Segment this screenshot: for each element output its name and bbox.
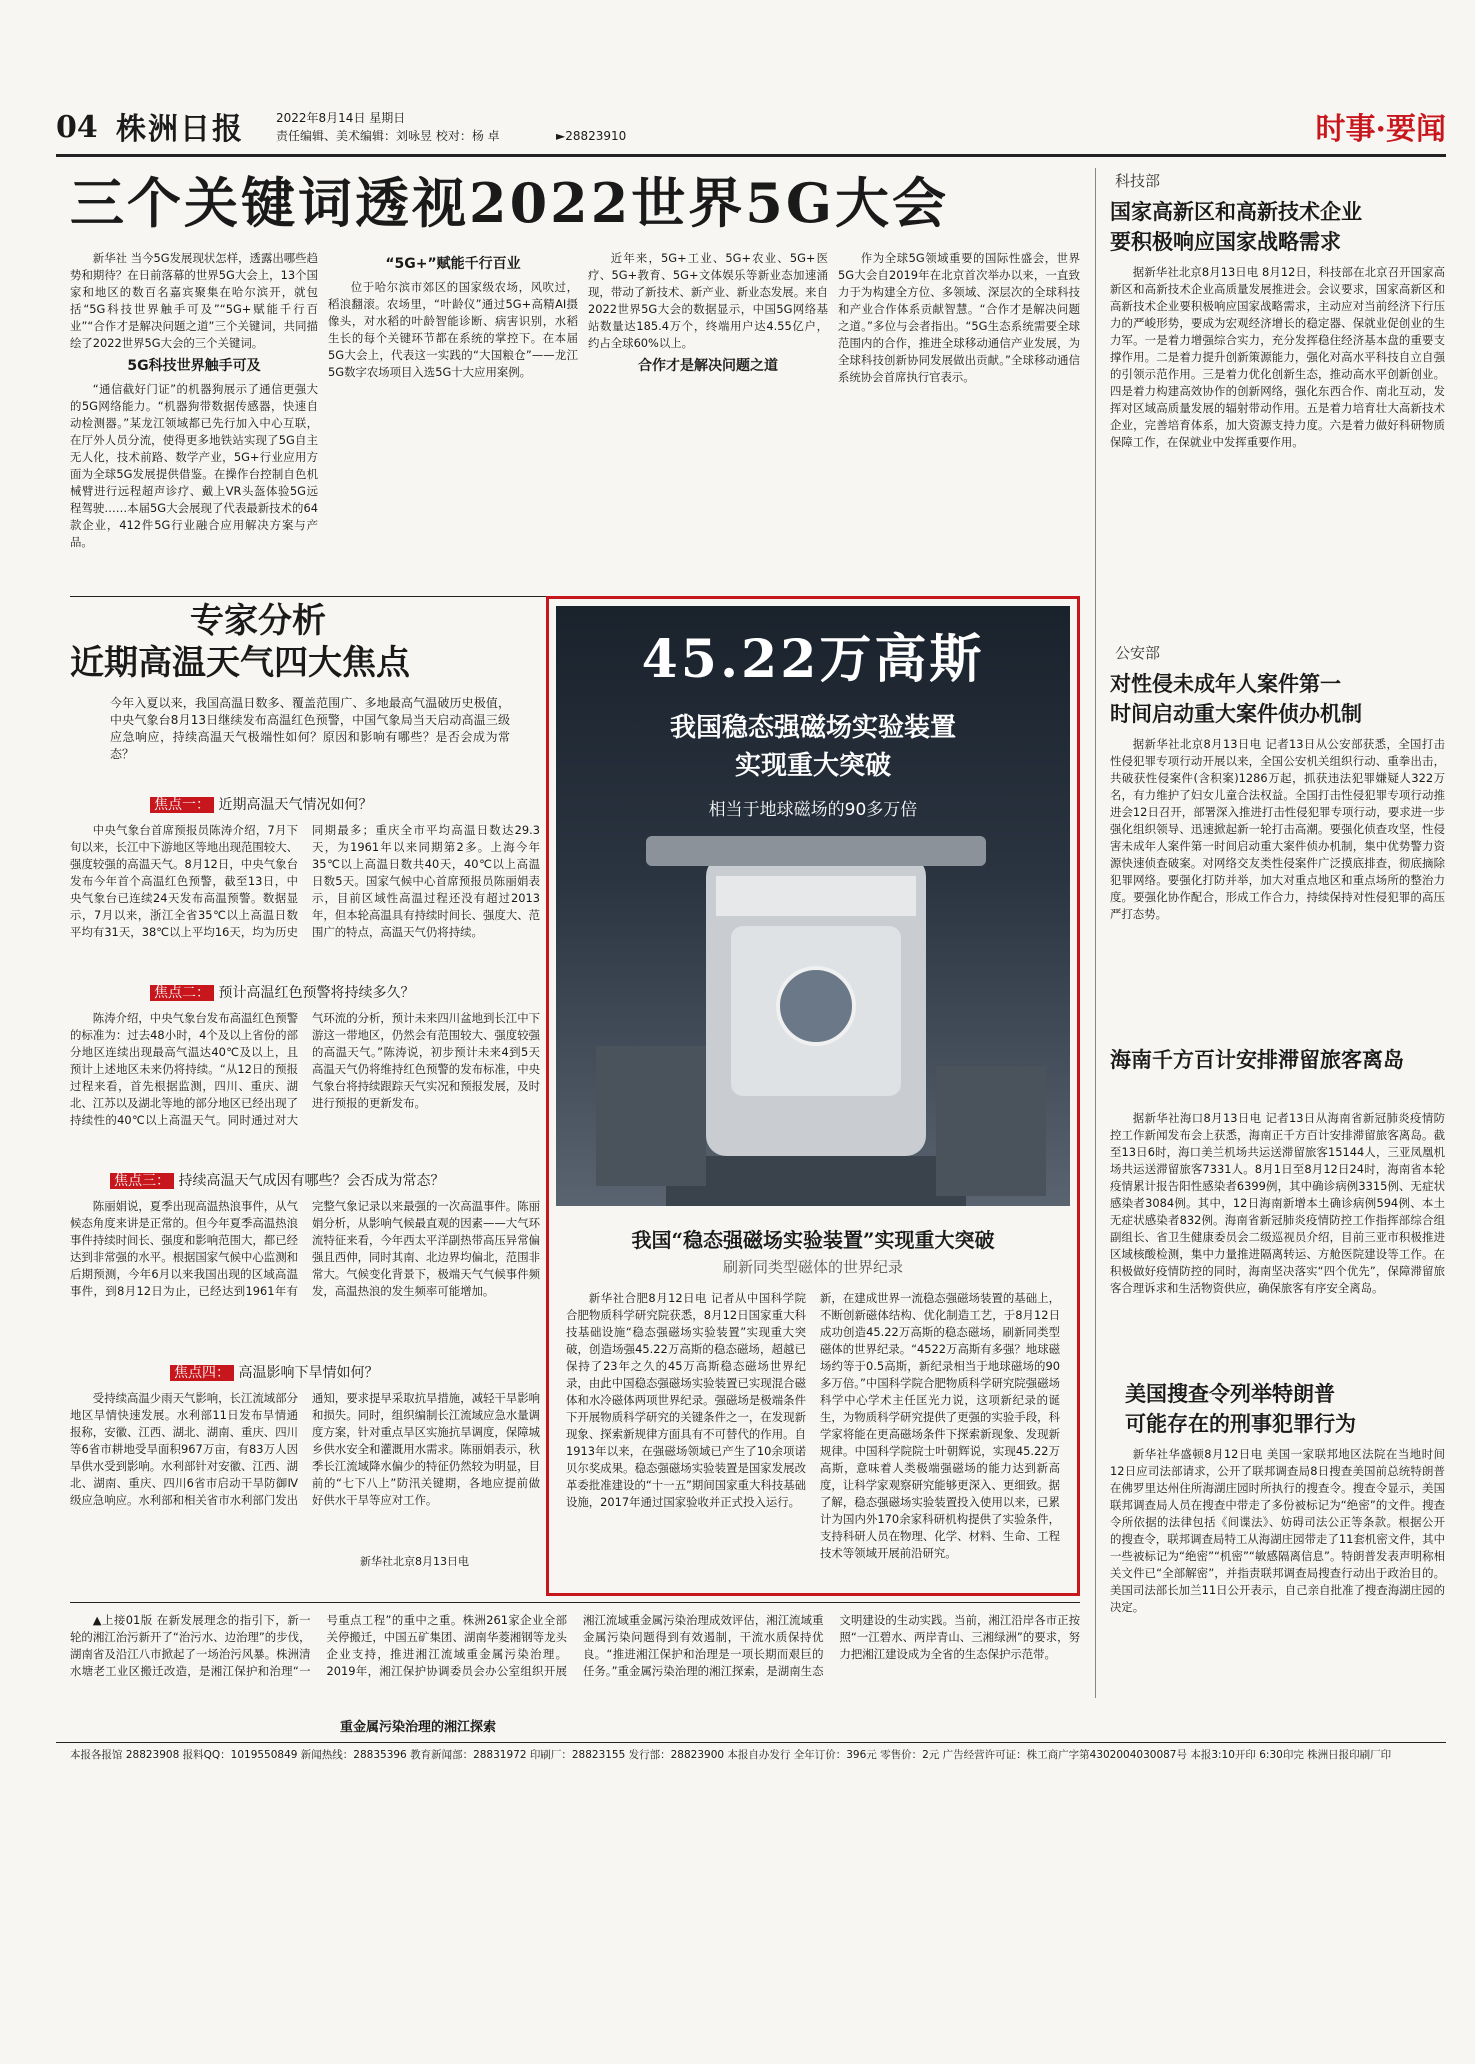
focus-1 (150, 794, 372, 814)
right-s4-body: 新华社华盛顿8月12日电 美国一家联邦地区法院在当地时间12日应司法部请求，公开了联邦调查局8日搜查美国前总统特朗普在佛罗里达州住所海湖庄园时所执行的搜查令。搜查令显示，美国联邦调查局人员在搜查中带走了多份被标记为“绝密”的文件。搜查令所依据的法律包括《间谍法》、妨碍司法公正等条款。根据公开的搜查令，联邦调查局特工从海湖庄园带走了11套机密文件，其中一些被标记为“绝密”“机密”“敏感隔离信息”。特朗普发表声明称相关文件已“全部解密”，并指责联邦调查局搜查行动出于政治目的。美国司法部长加兰11日公开表示，自己亲自批准了搜查海湖庄园的决定。 (1110, 1447, 1445, 1614)
footer-rule (56, 1742, 1446, 1743)
footer-imprint: 本报各报馆 28823908 报料QQ：1019550849 新闻热线：28835396 教育新闻部：28831972 印刷厂：28823155 发行部：28823900 本报自办发行 全年订价：396元 零售价：2元 广告经营许可证：株工商广字第4302004030087号 本报3:10开印 6:30印完 株洲日报印刷厂印 (70, 1749, 1392, 1761)
right-column-divider (1095, 168, 1096, 1698)
right-s2-title-2: 时间启动重大案件侦办机制 (1110, 701, 1362, 726)
bottom-body-text: ▲上接01版 在新发展理念的指引下，新一轮的湘江治污新开了“治污水、边治理”的步伐，湖南省及沿江八市掀起了一场治污风暴。株洲清水塘老工业区搬迁改造，是湘江保护和治理“一号重点工程”的重中之重。株洲261家企业全部关停搬迁，中国五矿集团、湖南华菱湘钢等龙头企业支持，推进湘江流域重金属污染治理。2019年，湘江保护协调委员会办公室组织开展湘江流域重金属污染治理成效评估，湘江流域重金属污染问题得到有效遏制，干流水质保持优良。“推进湘江保护和治理是一项长期而艰巨的任务。”重金属污染治理的湘江探索，是湖南生态文明建设的生动实践。当前，湘江沿岸各市正按照“一江碧水、两岸青山、三湘绿洲”的要求，努力把湘江建设成为全省的生态保护示范带。 (70, 1613, 1080, 1678)
focus-4-question: 高温影响下旱情如何？ (238, 1365, 379, 1381)
feature-sub-1: 我国稳态强磁场实验装置 (669, 713, 956, 743)
right-s2-title-1: 对性侵未成年人案件第一 (1110, 671, 1341, 696)
heat-a3-text: 陈丽娟说，夏季出现高温热浪事件，从气候态角度来讲是正常的。但今年夏季高温热浪事件持续时间长、强度和影响范围大，都已经达到非常强的水平。根据国家气候中心监测和后期预测，今年6月以来我国出现的区域高温事件，到8月12日为止，已经达到1961年有完整气象记录以来最强的一次高温事件。陈丽娟分析，从影响气候最直观的因素——大气环流特征来看，今年西太平洋副热带高压异常偏强且西伸，同时其南、北边界均偏北，范围非常大。气候变化背景下，极端天气气候事件频发，高温热浪的发生频率可能增加。 (70, 1199, 540, 1298)
right-s1-body: 据新华社北京8月13日电 8月12日，科技部在北京召开国家高新区和高新技术企业高质量发展推进会。会议要求，国家高新区和高新技术企业要积极响应国家战略需求，主动应对当前经济下行压力的严峻形势，要成为宏观经济增长的稳定器、保就业促创业的生力军。一是着力增强综合实力，充分发挥稳住经济基本盘的重要支撑作用。二是着力提升创新策源能力，强化对高水平科技自立自强的引领示范作用。三是着力优化创新生态，推动高水平创新创业。四是着力构建高效协作的创新网络，强化东西合作、南北互动，发挥对区域高质量发展的辐射带动作用。五是着力培育壮大高新技术企业，完善培育体系，加大资源支持力度。六是着力做好科研物质保障工作，在保就业中发挥重要作用。 (1110, 265, 1445, 449)
heat-a1 (70, 822, 540, 972)
right-s3-body: 据新华社海口8月13日电 记者13日从海南省新冠肺炎疫情防控工作新闻发布会上获悉，海南正千方百计安排滞留旅客离岛。截至13日6时，海口美兰机场共运送滞留旅客15144人，三亚凤凰机场共运送滞留旅客7331人。8月1日至8月12日24时，海南省本轮疫情累计报告阳性感染者6399例，其中确诊病例3315例、无症状感染者3084例。其中，12日海南新增本土确诊病例594例、本土无症状感染者832例。海南省新冠肺炎疫情防控工作指挥部综合组副组长、省卫生健康委员会二级巡视员介绍，目前三亚市积极推进区域核酸检测，集中力量推进隔离转运、方舱医院建设等工作。在积极做好疫情防控的同时，海南坚决落实“四个优先”，保障滞留旅客合理诉求和生活物资供应，确保旅客有序安全离岛。 (1110, 1111, 1445, 1295)
bottom-sub: 重金属污染治理的湘江探索 (340, 1720, 497, 1735)
focus-4 (170, 1362, 378, 1382)
lead-para-4: 作为全球5G领域重要的国际性盛会，世界5G大会自2019年在北京首次举办以来，一直致力于为构建全方位、多领域、深层次的全球科技和产业合作体系贡献智慧。“合作才是解决问题之道。”多位与会者指出。“5G生态系统需要全球范围内的合作，推进全球移动通信产业发展，为全球科技创新协同发展做出贡献。”全球移动通信系统协会首席执行官表示。 (838, 251, 1080, 384)
right-s1-title-1: 国家高新区和高新技术企业 (1110, 199, 1362, 224)
right-s2-body: 据新华社北京8月13日电 记者13日从公安部获悉，全国打击性侵犯罪专项行动开展以来，全国公安机关组织行动、重拳出击，共破获性侵案件(含积案)1286万起，抓获违法犯罪嫌疑人322万名，有力维护了妇女儿童合法权益。全国打击性侵犯罪专项行动推进会12日召开，部署深入推进打击性侵犯罪专项行动，要求进一步强化组织领导、迅速掀起新一轮打击高潮。要强化侦查攻坚，性侵害未成年人案件第一时间启动重大案件侦办机制，集中优势警力资源快速侦查破案。对网络交友类性侵案件广泛摸底排查，彻底摘除犯罪网络。要强化打防并举，加大对重点地区和重点场所的整治力度。要强化协作配合，形成工作合力，持续保持对性侵犯罪的高压严打态势。 (1110, 737, 1445, 921)
heat-intro: 今年入夏以来，我国高温日数多、覆盖范围广、多地最高气温破历史极值，中央气象台8月13日继续发布高温红色预警，中国气象局当天启动高温三级应急响应，持续高温天气极端性如何？原因和影响有哪些？是否会成为常态？ (110, 696, 510, 761)
lead-intro: 新华社 当今5G发展现状怎样，透露出哪些趋势和期待？在日前落幕的世界5G大会上，13个国家和地区的数百名嘉宾聚集在哈尔滨开，就包括“5G科技世界触手可及”“5G+赋能千行百业”“合作才是解决问题之道”三个关键词，共同描绘了2022世界5G大会的三个关键词。 (70, 251, 318, 350)
feature-subtitle: 刷新同类型磁体的世界纪录 (722, 1258, 903, 1276)
masthead (56, 108, 1446, 154)
lead-sub-1: 5G科技世界触手可及 (127, 358, 261, 374)
focus-1-label: 焦点一： (150, 797, 214, 813)
focus-3 (110, 1170, 444, 1190)
focus-4-label: 焦点四： (170, 1365, 234, 1381)
lead-para-1: “通信截好门证”的机器狗展示了通信更强大的5G网络能力。“机器狗带数据传感器，快速自动检测器。”某龙江领域都已先行加入中心互联，在厅外人员分流，使得更多地铁站实现了5G自主无人化，技术前路、数学产业，5G+行业应用方面为全球5G发展提供借鉴。在操作台控制自色机械臂进行远程超声诊疗、戴上VR头盔体验5G远程驾驶……本届5G大会展现了代表最新技术的64款企业，412件5G行业融合应用解决方案与产品。 (70, 382, 318, 549)
heat-title-1: 专家分析 (190, 601, 326, 641)
heat-a4 (70, 1390, 540, 1548)
bottom-strip-rule (70, 1602, 1080, 1603)
lead-para-3: 近年来，5G+工业、5G+农业、5G+医疗、5G+教育、5G+文体娱乐等新业态加速涌现，带动了新技术、新产业、新业态发展。来自2022世界5G大会的数据显示，中国5G网络基站数量达185.4万个，终端用户达4.55亿户，约占全球60%以上。 (588, 251, 828, 350)
section-name: 时事·要闻 (1315, 112, 1446, 147)
masthead-rule (56, 154, 1446, 157)
bottom-body (70, 1612, 1080, 1712)
lead-col-3 (588, 250, 828, 590)
section-tag-kejibu: 科技部 (1115, 172, 1161, 190)
paper-name: 株洲日报 (116, 112, 244, 147)
page-number: 04 (56, 110, 98, 145)
section-tag-gonganbu: 公安部 (1115, 644, 1161, 662)
lead-headline: 三个关键词透视2022世界5G大会 (70, 171, 949, 235)
hotline: ►28823910 (556, 129, 627, 143)
right-s1-title-2: 要积极响应国家战略需求 (1110, 229, 1341, 254)
feature-body-2: 新，在建成世界一流稳态强磁场装置的基础上，不断创新磁体结构、优化制造工艺，于8月12日成功创造45.22万高斯的稳态磁场，刷新同类型磁体的世界纪录。“4522万高斯有多强？地球磁场约等于0.5高斯，新纪录相当于地球磁场的90多万倍。”中国科学院合肥物质科学研究院强磁场科学中心学术主任匡光力说，这项新纪录的诞生，为物质科学研究提供了更强的实验手段，科学家将能在更高磁场条件下探索新现象、发现新规律。中国科学院院士叶朝辉说，实现45.22万高斯，意味着人类极端强磁场的能力达到新高度，让科学家观察研究能够更深入、更细致。据了解，稳态强磁场实验装置投入使用以来，已累计为国内外170余家科研机构提供了实验条件，支持科研人员在物理、化学、材料、生命、工程技术等领域开展前沿研究。 (820, 1291, 1060, 1560)
feature-sub-3: 相当于地球磁场的90多万倍 (708, 800, 918, 820)
feature-title: 我国“稳态强磁场实验装置”实现重大突破 (631, 1228, 995, 1252)
heat-title-2: 近期高温天气四大焦点 (70, 643, 410, 683)
right-s4-title-2: 可能存在的刑事犯罪行为 (1125, 1411, 1356, 1436)
heat-a2 (70, 1010, 540, 1160)
feature-photo (556, 606, 1070, 1206)
lead-sub-3: 合作才是解决问题之道 (638, 358, 778, 374)
heat-byline: 新华社北京8月13日电 (360, 1555, 469, 1568)
magnet-apparatus-image (556, 606, 1070, 1206)
feature-sub-2: 实现重大突破 (734, 751, 891, 781)
focus-1-question: 近期高温天气情况如何？ (218, 797, 373, 813)
editors-line: 责任编辑、美术编辑：刘咏昱 校对：杨 卓 (276, 129, 500, 143)
focus-2 (150, 982, 414, 1002)
focus-2-label: 焦点二： (150, 985, 214, 1001)
focus-3-question: 持续高温天气成因有哪些？会否成为常态？ (178, 1173, 445, 1189)
feature-body-1: 新华社合肥8月12日电 记者从中国科学院合肥物质科学研究院获悉，8月12日国家重大科技基础设施“稳态强磁场实验装置”实现重大突破，创造场强45.22万高斯的稳态磁场，超越已保持了23年之久的45万高斯稳态磁场世界纪录，由此中国稳态强磁场实验装置已实现混合磁体和水冷磁体两项世界纪录。强磁场是极端条件下开展物质科学研究的关键条件之一，在发现新现象、探索新规律方面具有不可替代的作用。自1913年以来，在强磁场领域已产生了10余项诺贝尔奖成果。稳态强磁场实验装置是国家发展改革委批准建设的“十一五”期间国家重大科技基础设施，2017年通过国家验收并正式投入运行。 (566, 1291, 806, 1509)
lead-sub-2: “5G+”赋能千行百业 (385, 256, 521, 272)
heat-a2-text: 陈涛介绍，中央气象台发布高温红色预警的标准为：过去48小时，4个及以上省份的部分地区连续出现最高气温达40℃及以上，且预计上述地区未来仍将持续。“从12日的预报过程来看，首先根据监测，四川、重庆、湖北、江苏以及湖北等地的部分地区已经出现了持续性的40℃以上高温天气。同时通过对大气环流的分析，预计未来四川盆地到长江中下游这一带地区，仍然会有范围较大、强度较强的高温天气。”陈涛说，初步预计未来4到5天高温天气仍将维持红色预警的发布标准，中央气象台将持续跟踪天气实况和预报发展，及时进行预报的更新发布。 (70, 1011, 540, 1127)
feature-headline: 45.22万高斯 (641, 629, 985, 690)
lead-col-1 (70, 250, 318, 590)
heat-a1-text: 中央气象台首席预报员陈涛介绍，7月下旬以来，长江中下游地区等地出现范围较大、强度较强的高温天气。8月12日，中央气象台发布今年首个高温红色预警，截至13日，中央气象台已连续24天发布高温预警。数据显示，7月以来，浙江全省35℃以上高温日数平均有31天，38℃以上平均16天，均为历史同期最多；重庆全市平均高温日数达29.3天，为1961年以来同期第2多。上海今年35℃以上高温日数共40天，40℃以上高温日数5天。国家气候中心首席预报员陈丽娟表示，目前区域性高温过程还没有超过2013年，但本轮高温具有持续时间长、强度大、范围广的特点，高温天气仍将持续。 (70, 823, 540, 939)
right-s4-title-1: 美国搜查令列举特朗普 (1125, 1381, 1335, 1406)
focus-3-label: 焦点三： (110, 1173, 174, 1189)
heat-a3 (70, 1198, 540, 1353)
lead-para-2: 位于哈尔滨市郊区的国家级农场，风吹过，稻浪翻滚。农场里，“叶龄仪”通过5G+高精AI摄像头，对水稻的叶龄智能诊断、病害识别，水稻生长的每个关键环节都在系统的掌控下。在本届5G大会上，代表这一实践的“大国粮仓”——龙江5G数字农场项目入选5G十大应用案例。 (328, 280, 578, 379)
lead-col-2 (328, 250, 578, 590)
right-s3-title: 海南千方百计安排滞留旅客离岛 (1110, 1047, 1404, 1072)
issue-date: 2022年8月14日 星期日 (276, 111, 406, 125)
lead-col-4 (838, 250, 1080, 590)
focus-2-question: 预计高温红色预警将持续多久？ (218, 985, 415, 1001)
heat-a4-text: 受持续高温少雨天气影响，长江流域部分地区旱情快速发展。水利部11日发布旱情通报称，安徽、江西、湖北、湖南、重庆、四川等6省市耕地受旱面积967万亩，有83万人因旱供水受到影响。水利部针对安徽、江西、湖北、湖南、重庆、四川6省市启动干旱防御Ⅳ级应急响应。水利部和相关省市水利部门发出通知，要求提早采取抗旱措施，减轻干旱影响和损失。同时，组织编制长江流域应急水量调度方案，针对重点旱区实施抗旱调度，保障城乡供水安全和灌溉用水需求。陈丽娟表示，秋季长江流域降水偏少的特征仍然较为明显，目前的“七下八上”防汛关键期，各地应提前做好供水干旱等应对工作。 (70, 1391, 540, 1507)
